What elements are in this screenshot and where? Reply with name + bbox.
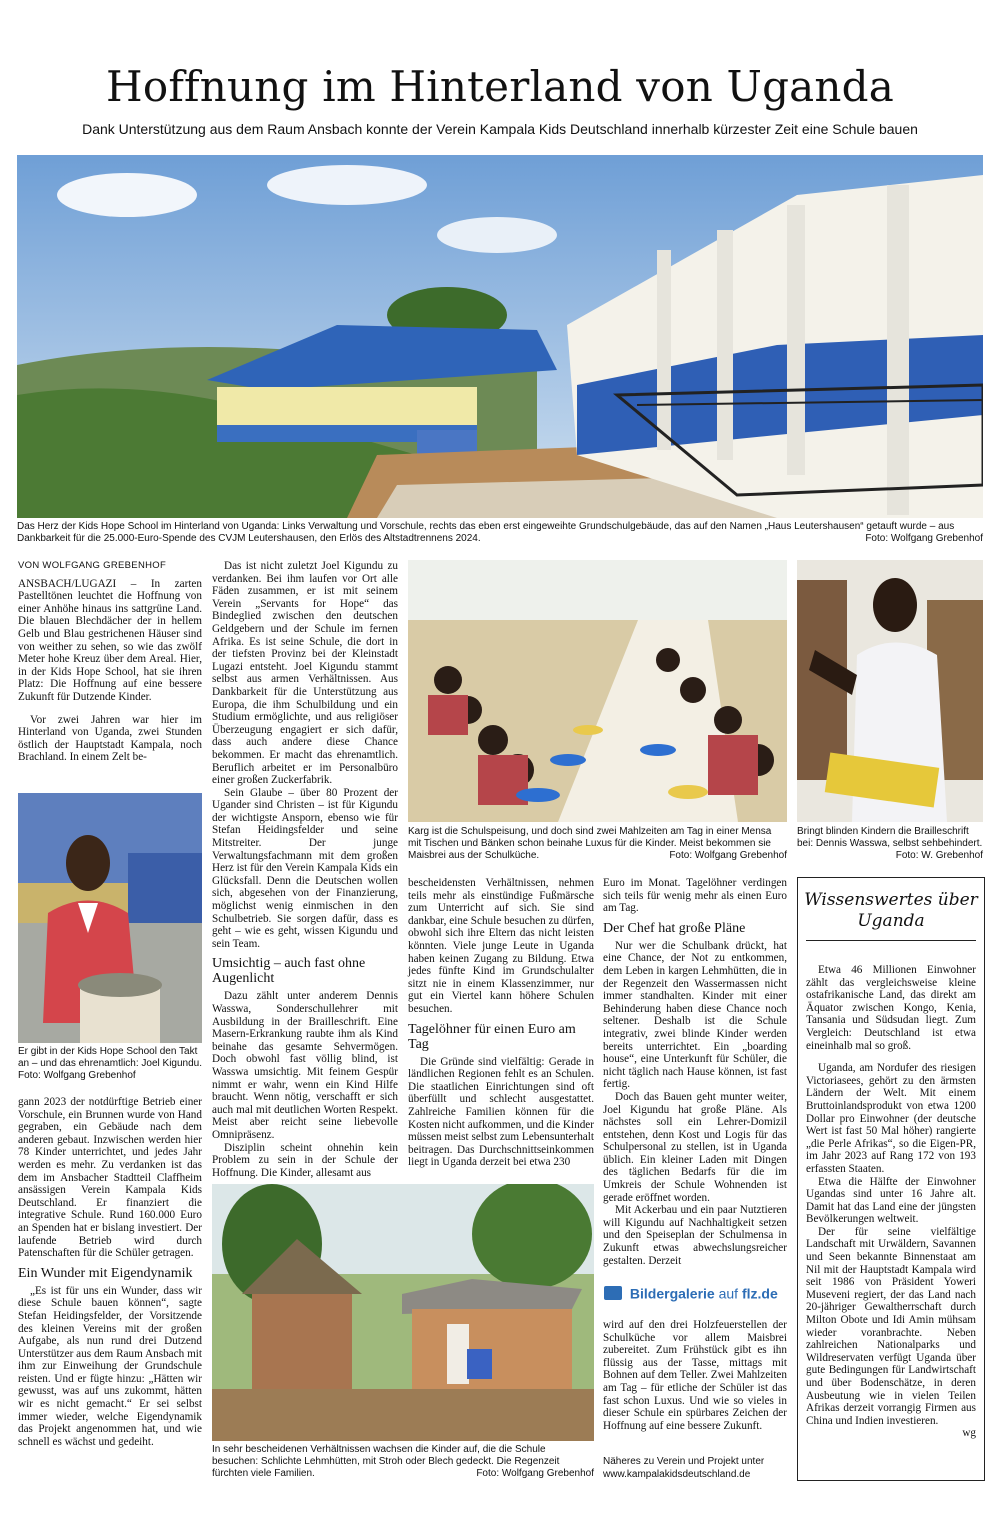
info-box-title: Wissenswertes über Uganda	[804, 890, 978, 931]
divider	[806, 940, 976, 941]
byline: VON WOLFGANG GREBENHOF	[18, 560, 167, 571]
headline: Hoffnung im Hinterland von Uganda	[106, 62, 894, 111]
paragraph: Dazu zählt unter anderem Dennis Wasswa, Sonderschullehrer mit Ausbildung in der Brailleschrift. Eine Masern-Erkrankung raubte ihm als Kind beinahe das gesamte Sehvermögen. Doch obwohl fast völlig blind, ist Wasswa umsichtig. Mit feinem Gespür nimmt er wahr, wenn ein Kind Hilfe braucht. Wenn nötig, verschafft er sich auch mal mit deutlichen Worten Respekt. Meist aber reicht seine liebevolle Omnipräsenz.	[212, 990, 398, 1141]
paragraph: Die Gründe sind vielfältig: Gerade in ländlichen Regionen fehlt es an Schulen. Die staatlichen Einrichtungen sind oft überfüllt und schlecht ausgestattet. Zahlreiche Familien können für die Kosten nicht aufkommen, und die Kinder müssen meist selbst zum Lebensunterhalt beitragen. Das Durchschnittseinkommen liegt in Uganda derzeit bei etwa 230	[408, 1055, 594, 1169]
subtitle: Dank Unterstützung aus dem Raum Ansbach konnte der Verein Kampala Kids Deutschland innerhalb kürzester Zeit eine Schule bauen	[82, 121, 918, 137]
info-box-uganda	[797, 877, 985, 1481]
main-photo-caption	[17, 521, 983, 545]
article-column-1b	[18, 1096, 202, 1448]
hut-caption	[212, 1444, 594, 1480]
paragraph: Etwa 46 Millionen Einwohner zählt das vergleichsweise kleine ostafrikanische Land, das direkt am Äquator zwischen Kongo, Kenia, Tansania und Südsudan liegt. Zum Vergleich: Deutschland ist etwa eineinhalb mal so groß.	[806, 964, 976, 1052]
article-column-4	[603, 877, 787, 1267]
photo-credit: Foto: Wolfgang Grebenhof	[18, 1070, 136, 1081]
subheading: Umsichtig – auch fast ohne Augenlicht	[212, 956, 366, 987]
gallery-on: auf	[718, 1285, 739, 1302]
paragraph: Mit Ackerbau und ein paar Nutztieren will Kigundu auf Nachhaltigkeit setzen und den Speiseplan der Schulmensa in Zukunft etwas abwechslungsreicher gestalten. Derzeit	[603, 1204, 787, 1267]
subheading: Ein Wunder mit Eigendynamik	[18, 1265, 193, 1281]
photo-credit: Foto: Wolfgang Grebenhof	[669, 850, 787, 861]
caption-text: Das Herz der Kids Hope School im Hinterland von Uganda: Links Verwaltung und Vorschule, rechts das eben erst eingeweihte Grundschulgebäude, das auf den Namen „Haus Leutershausen“ getauft wurde – aus Dankbarkeit für die 25.000-Euro-Spende des CVJM Leutershausen, den Erlös des Altstadtrennens 2024.	[17, 521, 955, 544]
paragraph: Der für seine vielfältige Landschaft mit Urwäldern, Savannen und Seen bekannte Binnenstaat am Nil mit der Hauptstadt Kampala wird seit 1986 von Präsident Yoweri Museveni regiert, der das Land nach 20-jähriger Gewaltherrschaft durch Milton Obote und Idi Amin mühsam wieder voranbrachte. Neben zahlreichen Nationalparks und Wildreservaten verfügt Uganda über gute Bedingungen für Landwirtschaft und über Bodenschätze, in deren Ausbeutung wie in vielen Teilen Afrikas derzeit vorrangig Firmen aus China und Indien investieren.	[806, 1225, 976, 1427]
caption-text: In sehr bescheidenen Verhältnissen wachsen die Kinder auf, die die Schule besuchen: Schlichte Lehmhütten, mit Stroh oder Blech gedeckt. Die Regenzeit fürchten viele Familien.	[212, 1444, 560, 1479]
gallery-label: Bildergalerie	[629, 1285, 715, 1302]
photo-drummer	[18, 793, 202, 1043]
paragraph: Disziplin scheint ohnehin kein Problem zu sein in der Schule der Hoffnung. Die Kinder, allesamt aus	[212, 1141, 398, 1179]
author-sign: wg	[962, 1427, 976, 1440]
paragraph: Vor zwei Jahren war hier im Hinterland von Uganda, zwei Stunden östlich der Hauptstadt Kampala, noch Brachland. In einem Zelt be-	[18, 713, 202, 764]
main-photo-school	[17, 155, 983, 518]
caption-text: Er gibt in der Kids Hope School den Takt an – und das ehrenamtlich: Joel Kigundu.	[18, 1046, 203, 1069]
photo-mud-hut	[212, 1184, 594, 1441]
caption-text: Bringt blinden Kindern die Brailleschrift bei: Dennis Wasswa, selbst sehbehindert.	[797, 826, 983, 849]
project-link-note: Näheres zu Verein und Projekt unter www.kampalakidsdeutschland.de	[603, 1456, 765, 1480]
paragraph: Etwa die Hälfte der Einwohner Ugandas sind unter 16 Jahre alt. Damit hat das Land eine der jüngsten Bevölkerungen weltweit.	[806, 1175, 976, 1226]
paragraph: Uganda, am Nordufer des riesigen Victoriasees, gehört zu den ärmsten Ländern der Welt. Mit einem Bruttoinlandsprodukt von etwa 1200 Dollar pro Einwohner (der deutsche Wert ist fast 50 Mal höher) rangierte „die Perle Afrikas“, so die Eigen-PR, im Jahr 2023 auf Rang 172 von 193 erfassten Staaten.	[806, 1062, 976, 1175]
paragraph: gann 2023 der notdürftige Betrieb einer Vorschule, ein Brunnen wurde von Hand gegraben, ein Gebäude nach dem anderen gebaut. Inzwischen werden hier 78 Kinder unterrichtet, und jedes Jahr werden es mehr. Zu verdanken ist das dem im Ansbacher Stadtteil Claffheim ansässigen Verein Kampala Kids Deutschland. Er finanziert die integrative Schule. Rund 160.000 Euro an Spenden hat er bislang investiert. Der laufende Betrieb wird durch Patenschaften für die Schüler getragen.	[18, 1096, 202, 1260]
braille-caption	[797, 826, 983, 862]
photo-credit: Foto: W. Grebenhof	[895, 850, 983, 861]
paragraph: ANSBACH/LUGAZI – In zarten Pastelltönen leuchtet die Hoffnung von einer Anhöhe hinaus ins sattgrüne Land. Die blauen Blechdächer der in hellem Gelb und Blau gestrichenen Häuser sind von weither zu sehen, so wie das zwölf Meter hohe Kreuz über dem Areal. Hier, in der Kids Hope School, hat sie ihren Platz: Die Hoffnung auf eine bessere Zukunft für Dutzende Kinder.	[18, 577, 202, 703]
paragraph: „Es ist für uns ein Wunder, dass wir diese Schule bauen können“, sagte Stefan Heidingsfelder, der Vorsitzende des kleinen Vereins mit der großen Aufgabe, als nun rund drei Dutzend Unterstützer aus dem Raum Ansbach mit ihm zur Einweihung der Grundschule reisten. Und er fügte hinzu: „Hätten wir gewusst, was auf uns zukommt, hätten wir es nicht gemacht.“ Er sei selbst immer wieder, welche Eigendynamik das Projekt angenommen hat, und wie schnell es wächst und gedeiht.	[18, 1284, 202, 1448]
paragraph: Euro im Monat. Tagelöhner verdingen sich teils für wenig mehr als einen Euro am Tag.	[603, 877, 787, 915]
photo-school-meal	[408, 560, 787, 822]
article-column-1	[18, 560, 202, 764]
article-column-4b	[603, 1319, 787, 1432]
photo-credit: Foto: Wolfgang Grebenhof	[476, 1468, 594, 1479]
subheading: Der Chef hat große Pläne	[603, 920, 746, 936]
paragraph: Nur wer die Schulbank drückt, hat eine Chance, der Not zu entkommen, dem Leben in kargen Lehmhütten, die in der Regenzeit den Wassermassen nicht immer standhalten. Kinder mit einer Behinderung haben diese Chance noch seltener. Deshalb ist die Schule integrativ, zwei blinde Kinder werden bereits unterrichtet. Ein „boarding house“, eine Unterkunft für Schüler, die nicht täglich nach Hause können, ist fast fertig.	[603, 939, 787, 1091]
info-box-text	[806, 964, 976, 1440]
article-column-2	[212, 560, 398, 1179]
gallery-domain: flz.de	[741, 1285, 778, 1302]
paragraph: Doch das Bauen geht munter weiter, Joel Kigundu hat große Pläne. Als nächstes soll ein Lehrer-Domizil entstehen, denn Kost und Logis für das Schulpersonal zu stellen, ist in Uganda üblich. Ein kleiner Laden mit Dingen des täglichen Bedarfs für die im Umkreis der Schule Wohnenden ist gerade eröffnet worden.	[603, 1090, 787, 1204]
gallery-link[interactable]	[604, 1284, 784, 1306]
meal-caption	[408, 826, 787, 862]
photo-braille-teacher	[797, 560, 983, 822]
paragraph: bescheidensten Verhältnissen, nehmen teils mehr als einstündige Fußmärsche zum Unterricht auf sich. Sie sind dankbar, eine Schule besuchen zu dürfen, obwohl sich ihre Eltern das nicht leisten könnten. Viele junge Leute in Uganda haben keinen Zugang zu Bildung. Etwa jedes fünfte Kind im Grundschulalter sitzt nie in einem Klassenzimmer, nur gut ein Viertel kann höhere Schulen besuchen.	[408, 877, 594, 1015]
article-column-3	[408, 877, 594, 1169]
paragraph: wird auf den drei Holzfeuerstellen der Schulküche vor allem Maisbrei zubereitet. Zum Frühstück gibt es ihn flüssig aus der Tasse, mittags mit Bohnen auf dem Teller. Zwei Mahlzeiten am Tag – für etliche der Schüler ist das fast schon Luxus. Und wie so vieles in dieser Schule ein spürbares Zeichen der Hoffnung auf eine bessere Zukunft.	[603, 1319, 787, 1432]
gallery-icon	[604, 1286, 622, 1300]
paragraph: Das ist nicht zuletzt Joel Kigundu zu verdanken. Bei ihm laufen vor Ort alle Fäden zusammen, er ist mit seinem Verein „Servants for Hope“ das Bindeglied zwischen den deutschen Geldgebern und der Schule im fernen Afrika. Es ist seine Schule, die dort in der tiefsten Provinz bei der Kleinstadt Lugazi entsteht. Joel Kigundu stammt selbst aus armen Verhältnissen. Aus Dankbarkeit für die Unterstützung aus Europa, die ihm Schulbildung und ein Studium ermöglichte, und aus religiöser Überzeugung engagiert er sich dafür, dass auch andere diese Chance bekommen. Er macht das ehrenamtlich. Beruflich arbeitet er im Personalbüro einer großen Zuckerfabrik.	[212, 560, 398, 787]
photo-credit: Foto: Wolfgang Grebenhof	[865, 533, 983, 544]
paragraph: Sein Glaube – über 80 Prozent der Ugander sind Christen – ist für Kigundu der wichtigste Ansporn, ebenso wie für Stefan Heidingsfelder und seine Mitstreiter. Der junge Verwaltungsfachmann mit dem großen Herz ist für den Verein Kampala Kids ein Glücksfall. Denn die Deutschen wollen sich, abgesehen von der Finanzierung, möglichst wenig einmischen in den Schulbetrieb. Sie sorgen dafür, dass es geht – wie es geht, wissen Kigundu und sein Team.	[212, 786, 398, 950]
caption-text: Karg ist die Schulspeisung, und doch sind zwei Mahlzeiten am Tag in einer Mensa mit Tischen und Bänken schon beinahe Luxus für die Kinder. Meist bekommen sie Maisbrei aus der Schulküche.	[408, 826, 772, 861]
drummer-caption	[18, 1046, 202, 1082]
subheading: Tagelöhner für einen Euro am Tag	[408, 1021, 576, 1052]
